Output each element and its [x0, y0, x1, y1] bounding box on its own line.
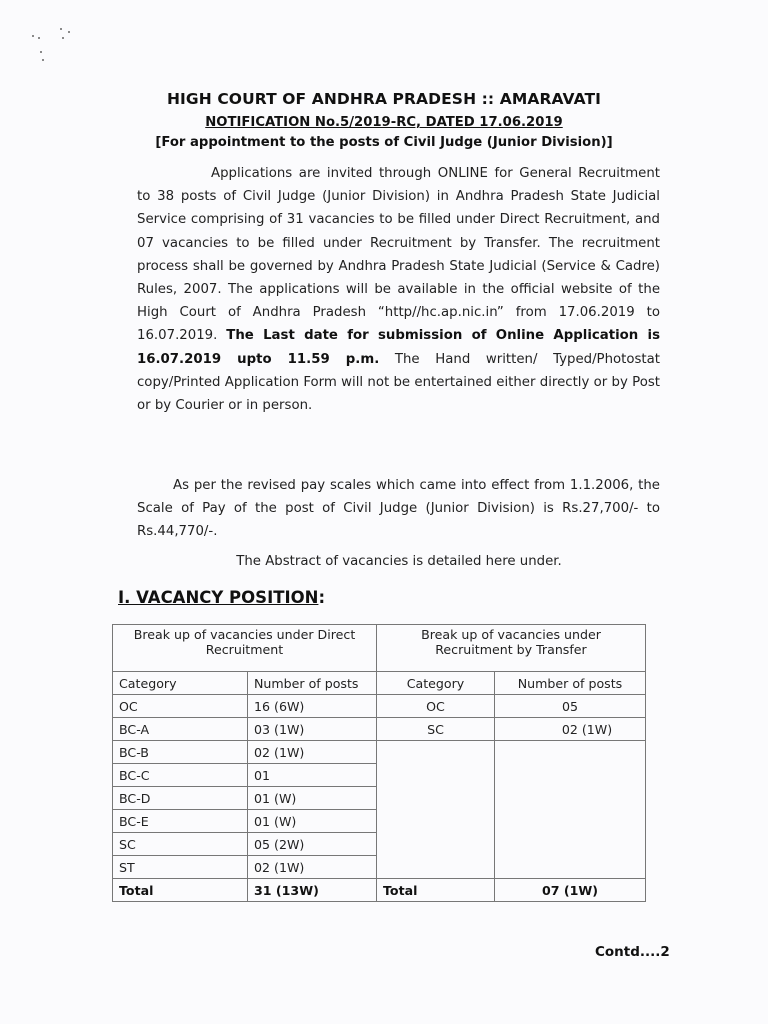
direct-total-label: Total [113, 879, 248, 902]
cell-category: BC-D [113, 787, 248, 810]
cell-posts: 05 [495, 695, 646, 718]
notification-number: NOTIFICATION No.5/2019-RC, DATED 17.06.2019 [205, 115, 563, 130]
table-row [113, 741, 646, 764]
cell-posts: 02 (1W) [495, 718, 646, 741]
paragraph-applications-tail: The Hand written/ Typed/Photostat copy/Printed Application Form will not be entertained either directly or by Post or by Courier or in person. [137, 351, 660, 414]
transfer-total-label: Total [377, 879, 495, 902]
cell-category: SC [377, 718, 495, 741]
table-row [113, 695, 646, 718]
cell-category: ST [113, 856, 248, 879]
cell-posts: 01 (W) [248, 787, 377, 810]
cell-category: BC-A [113, 718, 248, 741]
direct-total-value: 31 (13W) [248, 879, 377, 902]
cell-category: SC [113, 833, 248, 856]
section-heading-colon: : [318, 588, 326, 607]
cell-category: BC-B [113, 741, 248, 764]
document-title: HIGH COURT OF ANDHRA PRADESH :: AMARAVATI [166, 90, 601, 108]
paragraph-pay-scale [137, 474, 660, 544]
section-heading-text: I. VACANCY POSITION [118, 588, 319, 607]
table-row [113, 718, 646, 741]
last-date-notice: The Last date for submission of Online Application is 16.07.2019 upto 11.59 p.m. [137, 328, 660, 367]
column-header-category: Category [113, 672, 248, 695]
cell-category: BC-E [113, 810, 248, 833]
transfer-recruitment-header: Break up of vacancies under Recruitment by Transfer [377, 625, 646, 672]
table-total-row [113, 879, 646, 902]
cell-posts: 16 (6W) [248, 695, 377, 718]
document-subtitle: [For appointment to the posts of Civil Judge (Junior Division)] [155, 135, 613, 150]
empty-cell [495, 741, 646, 879]
cell-posts: 01 [248, 764, 377, 787]
column-header-category: Category [377, 672, 495, 695]
cell-category: OC [377, 695, 495, 718]
paragraph-applications-text: Applications are invited through ONLINE for General Recruitment to 38 posts of Civil Judge (Junior Division) in Andhra Pradesh State Judicial Service comprising of 31 vacancies to be filled under Direct Recruitment, and 07 vacancies to be filled under Recruitment by Transfer. The recruitment process shall be governed by Andhra Pradesh State Judicial (Service & Cadre) Rules, 2007. The applications will be available in the official website of the High Court of Andhra Pradesh “http//hc.ap.nic.in” from 17.06.2019 to 16.07.2019. [137, 166, 660, 344]
column-header-posts: Number of posts [248, 672, 377, 695]
cell-posts: 01 (W) [248, 810, 377, 833]
scan-specks [30, 25, 90, 65]
cell-posts: 05 (2W) [248, 833, 377, 856]
cell-posts: 02 (1W) [248, 856, 377, 879]
cell-category: OC [113, 695, 248, 718]
abstract-line: The Abstract of vacancies is detailed here under. [236, 554, 562, 569]
table-group-header-row [113, 625, 646, 672]
section-heading [118, 588, 325, 607]
transfer-total-value: 07 (1W) [495, 879, 646, 902]
direct-recruitment-header: Break up of vacancies under Direct Recruitment [113, 625, 377, 672]
table-column-header-row [113, 672, 646, 695]
continued-marker: Contd....2 [595, 944, 670, 960]
vacancy-table [112, 624, 646, 902]
paragraph-pay-scale-text: As per the revised pay scales which came into effect from 1.1.2006, the Scale of Pay of the post of Civil Judge (Junior Division) is Rs.27,700/- to Rs.44,770/-. [137, 478, 660, 540]
column-header-posts: Number of posts [495, 672, 646, 695]
cell-posts: 02 (1W) [248, 741, 377, 764]
cell-category: BC-C [113, 764, 248, 787]
paragraph-applications [137, 162, 660, 417]
cell-posts: 03 (1W) [248, 718, 377, 741]
empty-cell [377, 741, 495, 879]
